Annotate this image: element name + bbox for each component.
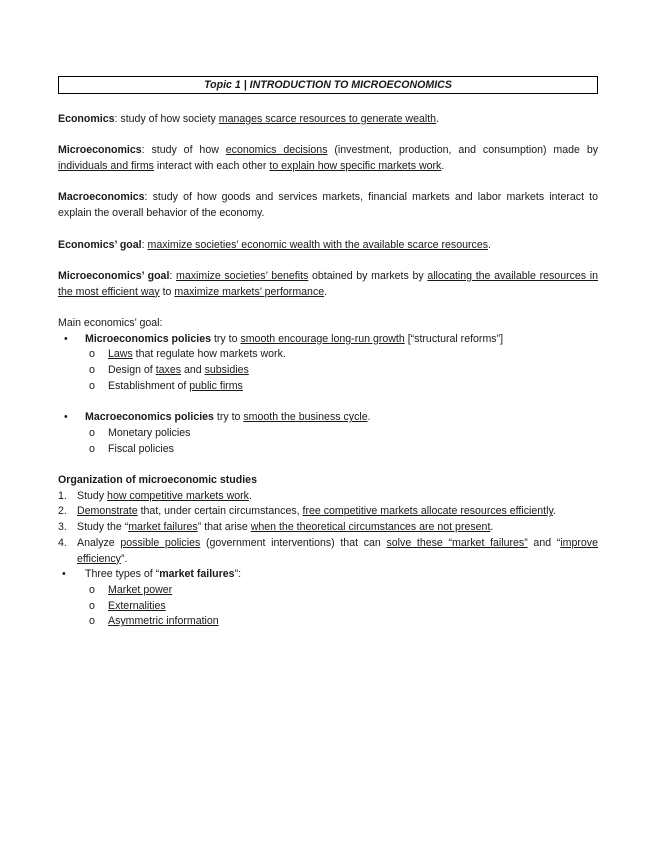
underlined-text: Laws [108,348,133,361]
sub-item [58,599,598,615]
text: that regulate how markets work. [132,348,286,361]
bullet-item [58,332,598,348]
text: . [248,489,252,502]
underlined-text: smooth encourage long-run growth [240,332,405,345]
text: (government interventions) that can [200,536,387,549]
text: . [488,238,491,251]
economics-goal [58,238,598,254]
sub-item [58,442,598,458]
sub-item [58,583,598,599]
circle-bullet-icon: o [89,442,95,455]
text: . [490,521,494,534]
text: try to [213,411,244,424]
term: market failures [159,568,235,581]
circle-bullet-icon: o [89,364,95,377]
circle-bullet-icon: o [89,426,95,439]
macroeconomics-definition [58,190,598,221]
economics-definition [58,112,598,128]
text: . [367,411,371,424]
text: Design of [108,364,156,377]
term: Microeconomics policies [85,332,211,345]
text: and “ [527,536,561,549]
sub-item [58,363,598,379]
text: ” that arise [197,521,251,534]
underlined-text: maximize societies’ benefits [176,269,309,282]
text: and [181,364,205,377]
text: . [436,113,440,125]
underlined-text: taxes [155,364,182,377]
section-heading: Main economics’ goal: [58,317,163,330]
text: ”. [120,552,128,565]
bullet-icon: • [62,568,66,581]
circle-bullet-icon: o [89,348,95,361]
underlined-text: economics decisions [225,144,328,157]
term: Macroeconomics [58,191,145,204]
document-page [58,76,598,630]
bullet-item [58,410,598,426]
circle-bullet-icon: o [89,379,95,392]
main-economics-goal-section [58,316,598,457]
sub-item [58,614,598,630]
text: Fiscal policies [108,442,174,455]
underlined-text: individuals and firms [58,160,154,173]
underlined-text: Externalities [108,599,166,612]
text: : study of how goods and services markets, financial markets and labor markets interact to explain the overall behavior of the economy. [58,191,598,220]
underlined-text: Asymmetric information [108,615,219,628]
text: Study [77,489,108,502]
underlined-text: manages scarce resources to generate wealth [218,113,437,125]
text: : study of how society [114,113,219,125]
bullet-icon: • [64,332,68,345]
text: : study of how [141,144,226,157]
underlined-text: to explain how specific markets work [269,160,442,173]
numbered-item [58,504,598,520]
section-heading [58,473,598,489]
term: Economics [58,113,115,125]
page-title: Topic 1 | INTRODUCTION TO MICROECONOMICS [58,76,598,94]
underlined-text: Market power [108,583,173,596]
text: [“structural reforms”] [404,332,504,345]
text: . [552,505,556,518]
underlined-text: free competitive markets allocate resources efficiently [302,505,553,518]
term: Microeconomics’ goal [58,269,170,282]
text: Monetary policies [108,426,191,439]
underlined-text: smooth the business cycle [243,411,368,424]
underlined-text: allocating the available resources in the most efficient way [58,269,598,298]
underlined-text: maximize markets’ performance [174,285,325,298]
bullet-item [58,567,598,583]
numbered-item [58,520,598,536]
underlined-text: improve efficiency [77,536,598,565]
term: Economics’ goal [58,238,142,251]
term: Microeconomics [58,144,142,157]
underlined-text: when the theoretical circumstances are not present [250,521,491,534]
text: ”: [234,568,242,581]
circle-bullet-icon: o [89,599,95,612]
text: . [441,160,445,173]
underlined-text: possible policies [120,536,201,549]
text: Study the “ [77,521,129,534]
organization-section [58,473,598,630]
underlined-text: subsidies [204,364,249,377]
text: . [324,285,328,298]
text: (investment, production, and consumption) made by [327,144,599,157]
underlined-text: market failures [128,521,198,534]
underlined-text: public firms [189,379,243,392]
item-number: 3. [58,521,67,534]
microeconomics-goal [58,269,598,300]
term: Macroeconomics policies [85,411,214,424]
text: obtained by markets by [308,269,428,282]
circle-bullet-icon: o [89,615,95,628]
text: interact with each other [153,160,270,173]
circle-bullet-icon: o [89,583,95,596]
bullet-icon: • [64,411,68,424]
text: : [169,269,176,282]
text: Three types of “ [85,568,160,581]
text: that, under certain circumstances, [137,505,303,518]
numbered-item [58,536,598,567]
text: : [141,238,148,251]
underlined-text: solve these “market failures” [386,536,528,549]
sub-item [58,426,598,442]
underlined-text: Demonstrate [77,505,138,518]
item-number: 4. [58,536,67,549]
text: to [159,285,175,298]
heading-text: Organization of microeconomic studies [58,474,257,487]
text: try to [211,332,241,345]
text: Establishment of [108,379,190,392]
numbered-item [58,489,598,505]
text: Analyze [77,536,121,549]
microeconomics-definition [58,143,598,174]
item-number: 2. [58,505,67,518]
underlined-text: maximize societies’ economic wealth with the available scarce resources [147,238,489,251]
sub-item [58,347,598,363]
underlined-text: how competitive markets work [107,489,249,502]
item-number: 1. [58,489,67,502]
sub-item [58,379,598,395]
